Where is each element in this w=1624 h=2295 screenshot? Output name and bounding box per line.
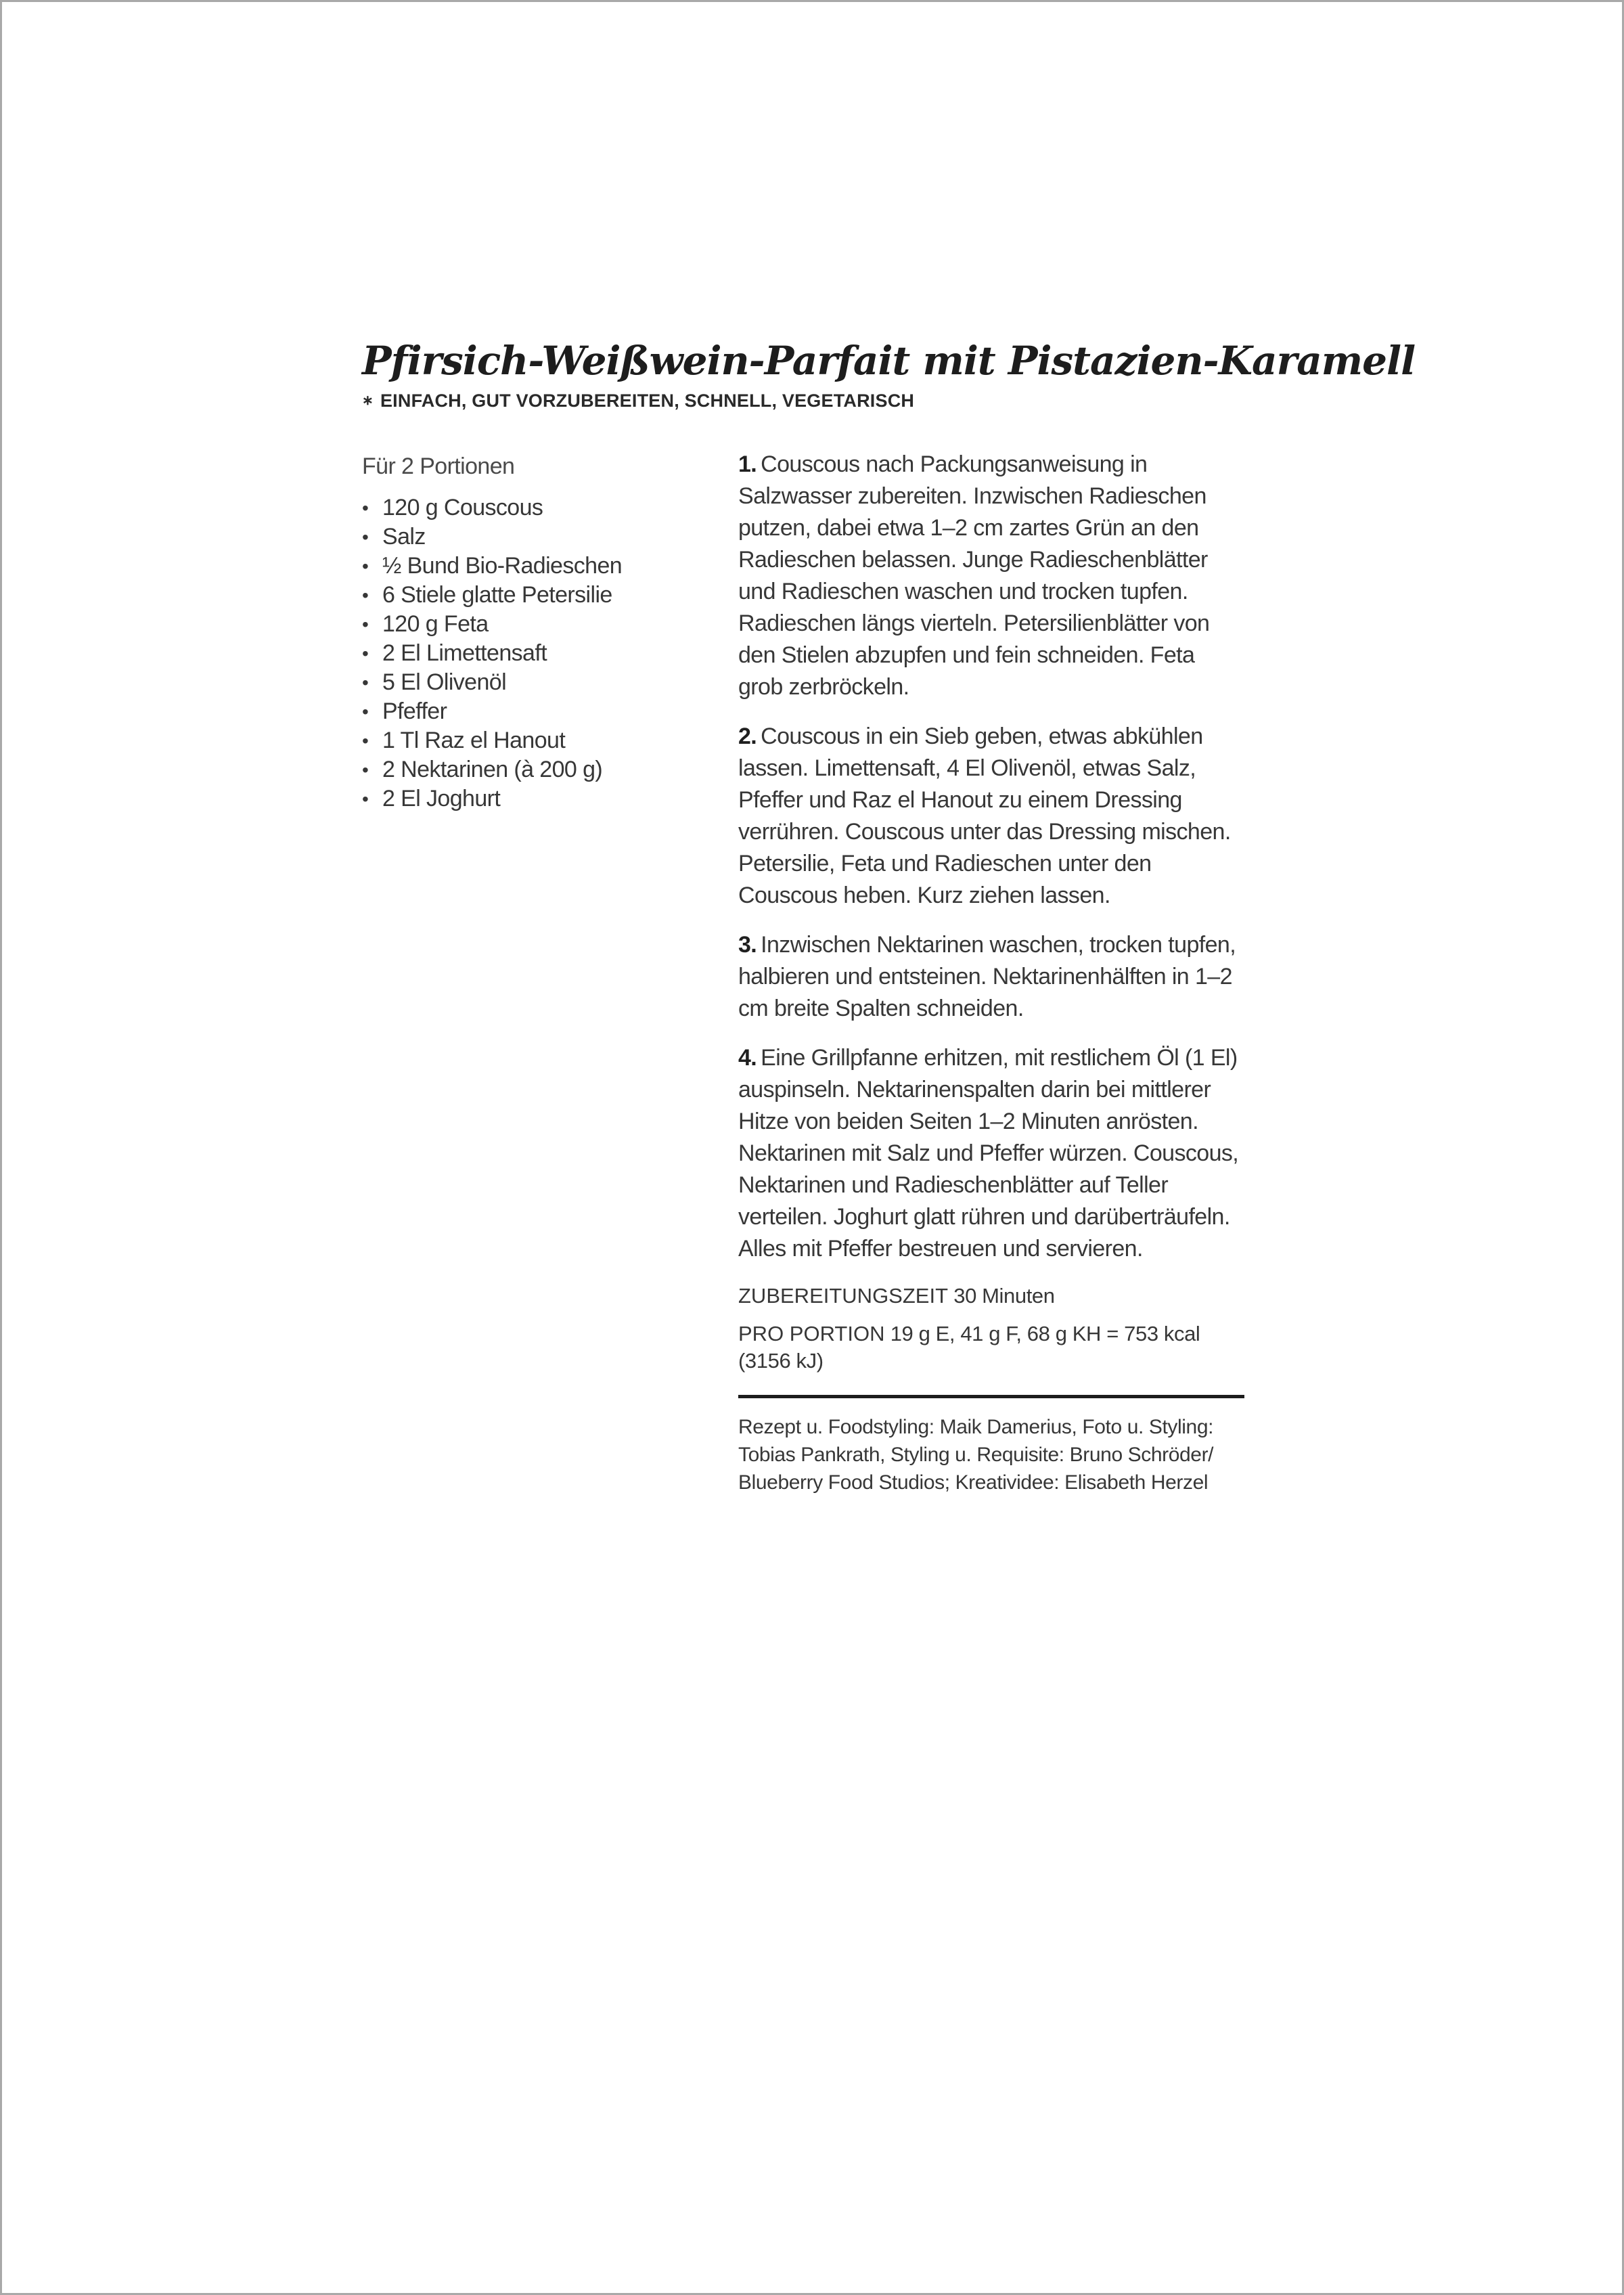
bullet-icon: •: [362, 556, 369, 577]
ingredient-text: 2 Nektarinen (à 200 g): [382, 757, 603, 782]
bullet-icon: •: [362, 759, 369, 780]
step-number: 1.: [738, 451, 757, 477]
ingredient-text: 2 El Joghurt: [382, 786, 501, 811]
bullet-icon: •: [362, 614, 369, 635]
ingredient-item: [362, 755, 700, 784]
ingredient-text: 120 g Couscous: [382, 495, 543, 520]
ingredient-item: [362, 697, 700, 726]
ingredient-text: ½ Bund Bio-Radieschen: [382, 553, 623, 579]
ingredient-item: [362, 552, 700, 581]
prep-time-value: 30 Minuten: [953, 1284, 1055, 1308]
step-number: 4.: [738, 1045, 757, 1071]
ingredient-item: [362, 784, 700, 814]
ingredient-item: [362, 581, 700, 610]
prep-time-label: ZUBEREITUNGSZEIT: [738, 1284, 949, 1308]
step-text: Inzwischen Nektarinen waschen, trocken tupfen, halbieren und entsteinen. Nektarinenhälften in 1–2 cm breite Spalten schneiden.: [738, 932, 1236, 1021]
ingredients-column: [362, 453, 700, 814]
ingredient-item: [362, 639, 700, 668]
ingredients-list: [362, 493, 700, 814]
ingredient-text: 1 Tl Raz el Hanout: [382, 728, 566, 753]
step-number: 2.: [738, 723, 757, 749]
step-1: [738, 449, 1244, 703]
ingredient-item: [362, 522, 700, 552]
recipe-tags-label: EINFACH, GUT VORZUBEREITEN, SCHNELL, VEGETARISCH: [380, 391, 915, 411]
ingredient-text: Pfeffer: [382, 698, 447, 724]
prep-time: [738, 1283, 1244, 1310]
asterisk-icon: ∗: [362, 393, 374, 408]
ingredient-text: 6 Stiele glatte Petersilie: [382, 582, 612, 608]
recipe-header: [362, 338, 1416, 411]
divider-rule: [738, 1395, 1244, 1398]
ingredient-text: 2 El Limettensaft: [382, 640, 547, 666]
bullet-icon: •: [362, 730, 369, 751]
nutrition-value: 19 g E, 41 g F, 68 g KH = 753 kcal (3156 kJ): [738, 1322, 1200, 1373]
credits-text: Rezept u. Foodstyling: Maik Damerius, Foto u. Styling: Tobias Pankrath, Styling u. Requisite: Bruno Schröder/ Blueberry Food Studios; Kreatividee: Elisabeth Herzel: [738, 1416, 1214, 1494]
step-number: 3.: [738, 932, 757, 958]
bullet-icon: •: [362, 643, 369, 664]
bullet-icon: •: [362, 788, 369, 809]
instructions-column: [738, 449, 1244, 1496]
bullet-icon: •: [362, 672, 369, 693]
ingredient-text: 120 g Feta: [382, 611, 489, 637]
ingredient-item: [362, 726, 700, 755]
step-4: [738, 1042, 1244, 1265]
bullet-icon: •: [362, 585, 369, 606]
ingredient-item: [362, 668, 700, 697]
step-text: Eine Grillpfanne erhitzen, mit restlichem Öl (1 El) auspinseln. Nektarinenspalten darin bei mittlerer Hitze von beiden Seiten 1–2 Minuten anrösten. Nektarinen mit Salz und Pfeffer würzen. Couscous, Nektarinen und Radieschenblätter auf Teller verteilen. Joghurt glatt rühren und darüberträufeln. Alles mit Pfeffer bestreuen und servieren.: [738, 1045, 1239, 1262]
ingredient-item: [362, 610, 700, 639]
ingredient-item: [362, 493, 700, 522]
servings-label: Für 2 Portionen: [362, 453, 515, 479]
ingredient-text: 5 El Olivenöl: [382, 669, 507, 695]
step-text: Couscous in ein Sieb geben, etwas abkühlen lassen. Limettensaft, 4 El Olivenöl, etwas Salz, Pfeffer und Raz el Hanout zu einem Dressing verrühren. Couscous unter das Dressing mischen. Petersilie, Feta und Radieschen unter den Couscous heben. Kurz ziehen lassen.: [738, 723, 1231, 908]
step-text: Couscous nach Packungsanweisung in Salzwasser zubereiten. Inzwischen Radieschen putzen, dabei etwa 1–2 cm zartes Grün an den Radieschen belassen. Junge Radieschenblätter und Radieschen waschen und trocken tupfen. Radieschen längs vierteln. Petersilienblätter von den Stielen abzupfen und fein schneiden. Feta grob zerbröckeln.: [738, 451, 1210, 700]
nutrition-label: PRO PORTION: [738, 1322, 885, 1345]
ingredient-text: Salz: [382, 524, 426, 550]
step-3: [738, 929, 1244, 1025]
step-2: [738, 721, 1244, 912]
page-title: Pfirsich-Weißwein-Parfait mit Pistazien-Karamell: [362, 338, 1416, 384]
bullet-icon: •: [362, 701, 369, 722]
bullet-icon: •: [362, 497, 369, 518]
nutrition: [738, 1320, 1244, 1375]
bullet-icon: •: [362, 527, 369, 548]
recipe-tags: [362, 391, 1377, 411]
